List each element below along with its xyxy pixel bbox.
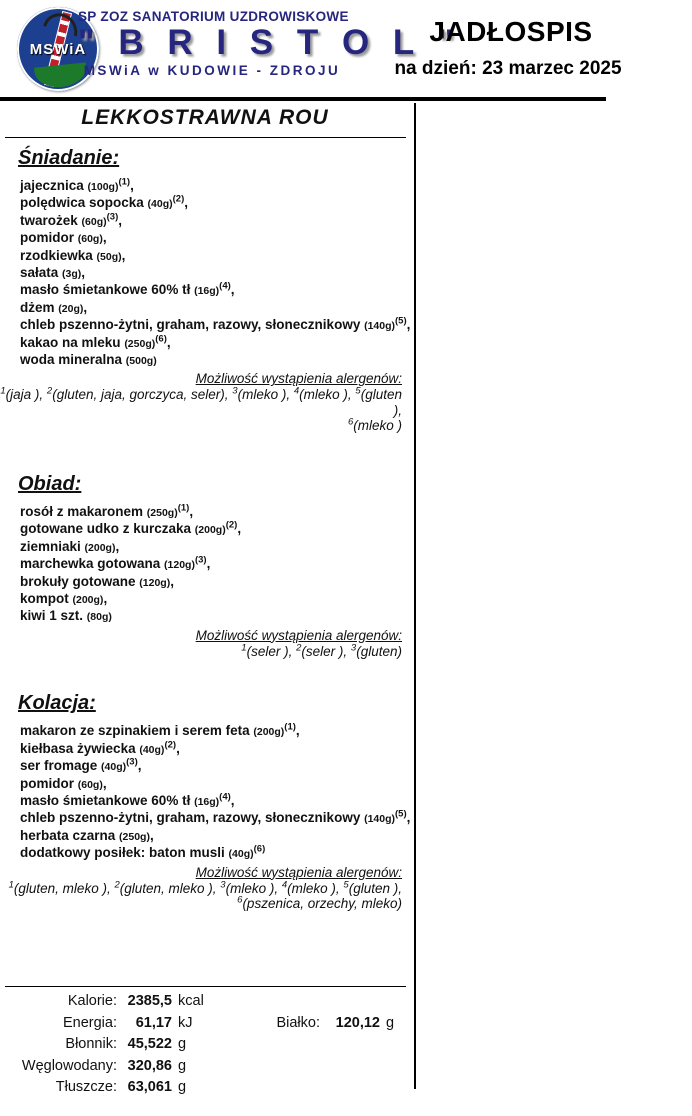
section-gap (0, 659, 410, 683)
allergen-lines-sniadanie (0, 387, 402, 434)
document-title: JADŁOSPIS (429, 16, 593, 47)
nutrition-unit: g (178, 1079, 187, 1095)
vertical-column-divider (414, 103, 416, 1089)
menu-item: ziemniaki (200g), (20, 538, 120, 554)
allergen-line: $^6$(mleko ) (347, 416, 402, 434)
nutrition-row (0, 1077, 410, 1099)
menu-item: kakao na mleku $(250g)^{(6)}$, (20, 333, 171, 350)
menu-item: chleb pszenno-żytni, graham, razowy, słonecznikowy $(140g)^{(5)}$, (20, 315, 411, 333)
menu-item: sałata (3g), (20, 265, 86, 281)
nutrition-label: Błonnik: (65, 1036, 117, 1052)
menu-item: jajecznica $(100g)^{(1)}$, (20, 176, 134, 193)
allergen-lines-kolacja (0, 881, 402, 912)
allergen-heading: Możliwość wystąpienia alergenów: (195, 864, 402, 880)
header-divider-rule (0, 97, 606, 101)
nutrition-row (0, 1056, 410, 1078)
nutrition-value: 61,17 (135, 1014, 172, 1031)
menu-item: kiełbasa żywiecka $(40g)^{(2)}$, (20, 739, 180, 756)
nutrition-label: Tłuszcze: (55, 1079, 117, 1095)
page-header (0, 0, 692, 97)
nutrition-row (0, 1034, 410, 1056)
menu-item: rosół z makaronem $(250g)^{(1)}$, (20, 502, 194, 519)
logo-text: MSWiA (29, 41, 87, 58)
organization-block (78, 9, 461, 78)
nutrition-unit-r: g (386, 1014, 395, 1031)
allergen-line: $^6$(pszenica, orzechy, mleko) (237, 894, 402, 912)
meal-section-obiad (0, 464, 410, 659)
allergen-heading: Możliwość wystąpienia alergenów: (195, 627, 402, 643)
nutrition-unit: g (178, 1036, 187, 1052)
organization-name-line1: SP ZOZ SANATORIUM UZDROWISKOWE (78, 9, 349, 24)
menu-item: marchewka gotowana $(120g)^{(3)}$, (20, 554, 211, 572)
nutrition-summary (0, 986, 410, 1099)
meal-items-obiad (20, 504, 410, 626)
menu-item: chleb pszenno-żytni, graham, razowy, słonecznikowy $(140g)^{(5)}$, (20, 808, 411, 826)
menu-item: masło śmietankowe 60% tł $(16g)^{(4)}$, (20, 791, 235, 808)
nutrition-label: Energia: (62, 1014, 117, 1031)
menu-item: pomidor (60g), (20, 775, 107, 791)
meal-heading-obiad: Obiad: (18, 472, 82, 495)
nutrition-unit: kcal (178, 993, 204, 1009)
nutrition-rows (0, 991, 410, 1099)
section-gap (0, 434, 410, 464)
allergen-line: $^1$(gluten, mleko ), $^2$(gluten, mleko ), $^3$(mleko ), $^4$(mleko ), $^5$(gluten ), (8, 879, 402, 896)
nutrition-row (0, 991, 410, 1013)
menu-item: twarożek $(60g)^{(3)}$, (20, 211, 123, 228)
meal-section-kolacja (0, 683, 410, 911)
menu-item: woda mineralna (500g) (20, 352, 157, 368)
nutrition-label: Węglowodany: (21, 1057, 117, 1074)
menu-item: dodatkowy posiłek: baton musli $(40g)^{(6)}$ (20, 843, 266, 861)
menu-column (0, 102, 410, 912)
menu-item: rzodkiewka (50g), (20, 247, 126, 263)
nutrition-row (0, 1013, 410, 1035)
meal-items-sniadanie (20, 178, 410, 369)
nutrition-label-r: Białko: (276, 1014, 320, 1031)
nutrition-value: 320,86 (127, 1057, 172, 1074)
menu-item: ser fromage $(40g)^{(3)}$, (20, 756, 142, 774)
meal-heading-kolacja: Kolacja: (18, 692, 96, 715)
brand-name: " B R I S T O L " (78, 23, 461, 62)
menu-item: kompot (200g), (20, 591, 108, 606)
meal-items-kolacja (20, 723, 410, 862)
menu-item: dżem (20g), (20, 299, 88, 315)
menu-date: na dzień: 23 marzec 2025 (394, 58, 622, 79)
menu-item: herbata czarna (250g), (20, 827, 154, 843)
nutrition-value: 45,522 (127, 1036, 172, 1052)
allergen-block-sniadanie (0, 371, 402, 434)
menu-item: brokuły gotowane (120g), (20, 573, 174, 589)
nutrition-value: 63,061 (127, 1079, 172, 1095)
allergen-block-obiad (0, 628, 402, 660)
allergen-line: $^1$(seler ), $^2$(seler ), $^3$(gluten) (241, 642, 402, 659)
allergen-block-kolacja (0, 865, 402, 912)
menu-item: pomidor (60g), (20, 230, 107, 246)
allergen-heading: Możliwość wystąpienia alergenów: (195, 371, 402, 387)
menu-item: makaron ze szpinakiem i serem feta $(200g)^{(1)}$, (20, 721, 300, 739)
menu-item: kiwi 1 szt. (80g) (20, 608, 112, 624)
diet-type-title: LEKKOSTRAWNA ROU (81, 106, 329, 129)
nutrition-divider-rule (5, 986, 406, 987)
nutrition-value-r: 120,12 (335, 1014, 380, 1031)
meal-section-sniadanie (0, 138, 410, 434)
allergen-lines-obiad (0, 644, 402, 660)
nutrition-value: 2385,5 (127, 993, 172, 1009)
menu-item: gotowane udko z kurczaka $(200g)^{(2)}$, (20, 519, 242, 537)
allergen-line: $^1$(jaja ), $^2$(gluten, jaja, gorczyca, seler), $^3$(mleko ), $^4$(mleko ), $^5$(gluten ), (0, 385, 402, 418)
nutrition-unit: g (178, 1057, 187, 1074)
nutrition-unit: kJ (178, 1014, 193, 1031)
organization-name-line2: MSWiA w KUDOWIE - ZDROJU (83, 63, 341, 78)
menu-item: polędwica sopocka $(40g)^{(2)}$, (20, 193, 189, 211)
meal-heading-sniadanie: Śniadanie: (18, 147, 120, 169)
menu-item: masło śmietankowe 60% tł $(16g)^{(4)}$, (20, 280, 235, 298)
nutrition-label: Kalorie: (67, 993, 117, 1009)
